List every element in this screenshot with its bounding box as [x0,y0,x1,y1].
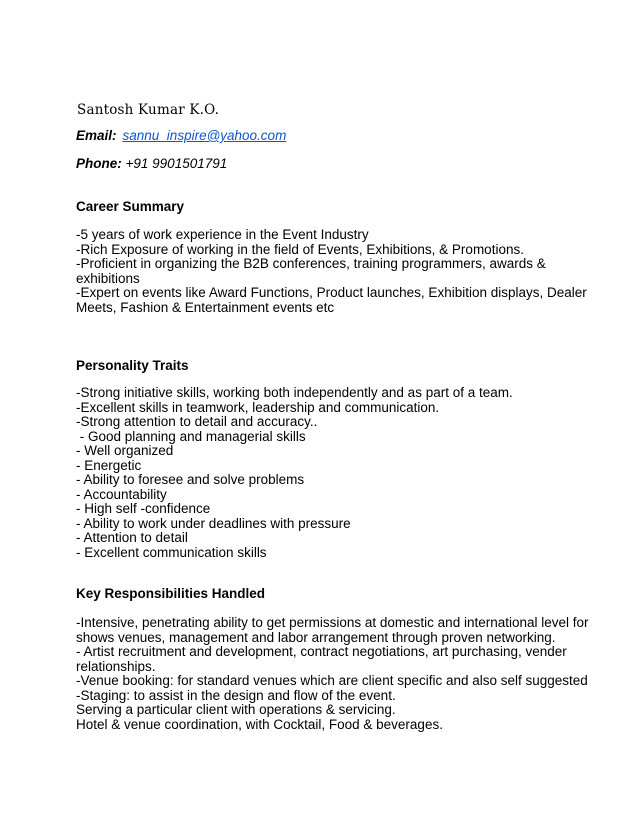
trait-line: - Ability to foresee and solve problems [76,472,305,487]
trait-line: -Strong attention to detail and accuracy.. [76,414,318,429]
key-responsibilities-section [76,615,589,732]
responsibility-line: Serving a particular client with operations & servicing. [76,702,396,717]
career-summary-line: -5 years of work experience in the Event Industry [76,227,369,242]
responsibility-line: - Artist recruitment and development, contract negotiations, art purchasing, vender [76,644,567,659]
trait-line: - Ability to work under deadlines with pressure [76,515,351,531]
career-summary-heading: Career Summary [76,199,185,214]
responsibility-line: -Venue booking: for standard venues which are client specific and also self suggested [76,673,588,688]
responsibility-line: relationships. [76,658,156,674]
responsibility-line: -Staging: to assist in the design and flow of the event. [76,687,396,703]
trait-line: -Excellent skills in teamwork, leadership and communication. [76,399,440,415]
trait-line: - Well organized [76,443,174,458]
phone-row [76,155,227,173]
email-link[interactable]: sannu_inspire@yahoo.com [122,128,287,143]
career-summary-line: Meets, Fashion & Entertainment events etc [76,299,335,315]
email-row [76,127,286,145]
key-responsibilities-heading: Key Responsibilities Handled [76,586,266,601]
career-summary-section [76,227,587,315]
trait-line: - Attention to detail [76,530,188,545]
email-label: Email: [76,128,117,143]
personality-traits-heading: Personality Traits [76,358,189,373]
career-summary-line: -Rich Exposure of working in the field of Events, Exhibitions, & Promotions. [76,241,524,257]
candidate-name: Santosh Kumar K.O. [77,102,220,118]
career-summary-line: -Expert on events like Award Functions, Product launches, Exhibition displays, Dealer [76,285,587,300]
responsibility-line: -Intensive, penetrating ability to get permissions at domestic and international level for [76,615,589,630]
phone-value: +91 9901501791 [125,156,228,171]
trait-line: - Energetic [76,457,142,473]
career-summary-line: -Proficient in organizing the B2B conferences, training programmers, awards & [76,256,546,271]
career-summary-line: exhibitions [76,270,140,286]
phone-label: Phone: [76,156,122,171]
responsibility-line: shows venues, management and labor arrangement through proven networking. [76,629,556,645]
personality-traits-section [76,386,576,560]
trait-line: - Good planning and managerial skills [76,428,306,444]
trait-line: -Strong initiative skills, working both independently and as part of a team. [76,385,513,400]
trait-line: - High self -confidence [76,501,211,516]
trait-line: - Accountability [76,486,167,502]
trait-line: - Excellent communication skills [76,544,267,560]
responsibility-line: Hotel & venue coordination, with Cocktail, Food & beverages. [76,716,443,732]
